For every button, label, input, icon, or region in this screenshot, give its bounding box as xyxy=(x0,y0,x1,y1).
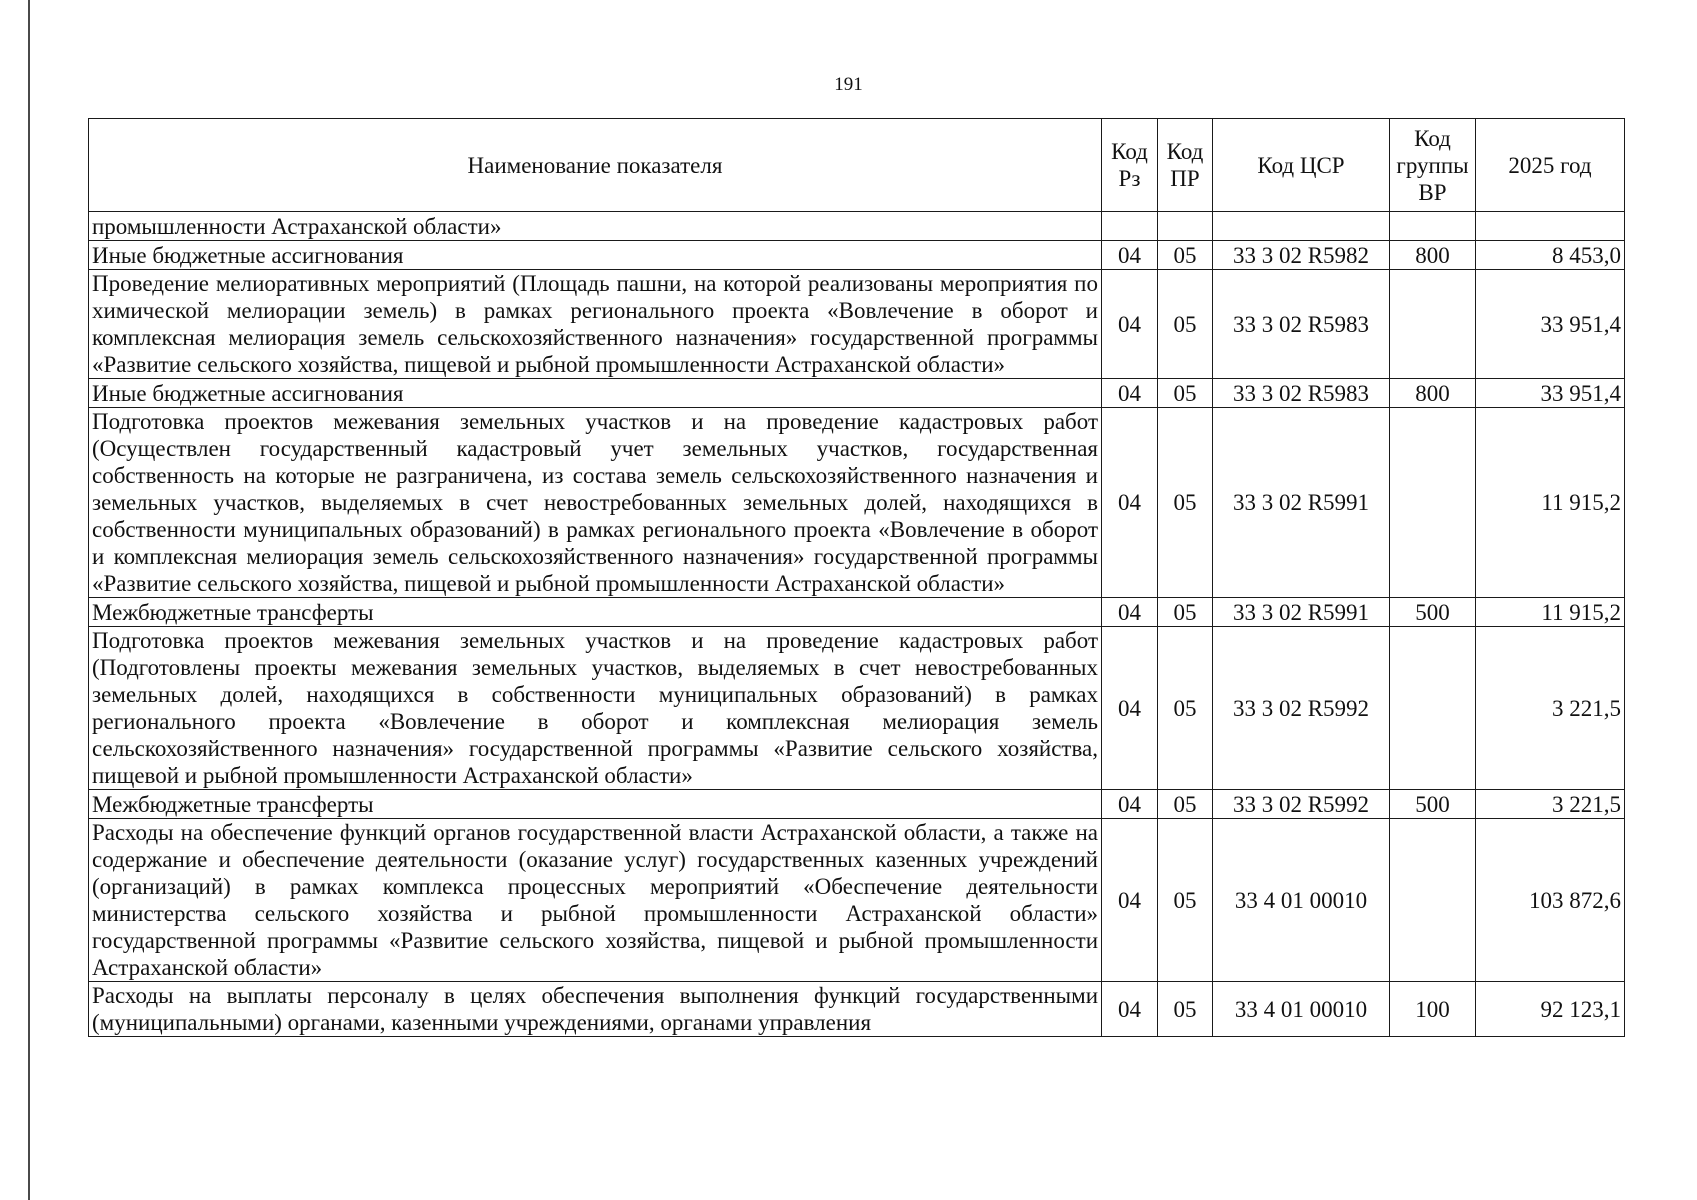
row-csr: 33 3 02 R5991 xyxy=(1213,598,1390,627)
row-amount: 33 951,4 xyxy=(1476,379,1625,408)
row-amount: 3 221,5 xyxy=(1476,790,1625,819)
header-rz: Код Рз xyxy=(1102,119,1158,212)
row-csr: 33 3 02 R5982 xyxy=(1213,241,1390,270)
row-rz: 04 xyxy=(1102,408,1158,598)
row-pr: 05 xyxy=(1158,982,1213,1037)
scan-edge-line xyxy=(28,0,30,1200)
row-rz: 04 xyxy=(1102,819,1158,982)
row-amount: 11 915,2 xyxy=(1476,408,1625,598)
row-name: промышленности Астраханской области» xyxy=(89,212,1102,241)
row-rz: 04 xyxy=(1102,790,1158,819)
row-amount xyxy=(1476,212,1625,241)
table-row xyxy=(89,627,1625,790)
row-csr: 33 3 02 R5992 xyxy=(1213,790,1390,819)
row-rz: 04 xyxy=(1102,379,1158,408)
row-pr: 05 xyxy=(1158,241,1213,270)
header-vr: Код группы ВР xyxy=(1390,119,1476,212)
row-vr xyxy=(1390,627,1476,790)
row-name: Расходы на обеспечение функций органов государственной власти Астраханской области, а также на содержание и обеспечение деятельности (оказание услуг) государственных казенных учреждений (организаций) в рамках комплекса процессных мероприятий «Обеспечение деятельности министерства сельского хозяйства и рыбной промышленности Астраханской области» государственной программы «Развитие сельского хозяйства, пищевой и рыбной промышленности Астраханской области» xyxy=(89,819,1102,982)
page-number: 191 xyxy=(834,74,863,95)
row-vr: 500 xyxy=(1390,790,1476,819)
row-amount: 3 221,5 xyxy=(1476,627,1625,790)
row-name: Иные бюджетные ассигнования xyxy=(89,379,1102,408)
table-row xyxy=(89,241,1625,270)
row-rz: 04 xyxy=(1102,598,1158,627)
row-name: Иные бюджетные ассигнования xyxy=(89,241,1102,270)
row-vr: 500 xyxy=(1390,598,1476,627)
row-csr: 33 4 01 00010 xyxy=(1213,819,1390,982)
table-row xyxy=(89,408,1625,598)
row-rz: 04 xyxy=(1102,270,1158,379)
row-pr: 05 xyxy=(1158,270,1213,379)
header-name: Наименование показателя xyxy=(89,119,1102,212)
row-pr: 05 xyxy=(1158,408,1213,598)
row-pr: 05 xyxy=(1158,598,1213,627)
row-rz: 04 xyxy=(1102,241,1158,270)
row-pr: 05 xyxy=(1158,379,1213,408)
row-csr xyxy=(1213,212,1390,241)
row-name: Проведение мелиоративных мероприятий (Площадь пашни, на которой реализованы мероприятия по химической мелиорации земель) в рамках регионального проекта «Вовлечение в оборот и комплексная мелиорация земель сельскохозяйственного назначения» государственной программы «Развитие сельского хозяйства, пищевой и рыбной промышленности Астраханской области» xyxy=(89,270,1102,379)
row-amount: 11 915,2 xyxy=(1476,598,1625,627)
header-year: 2025 год xyxy=(1476,119,1625,212)
table-row xyxy=(89,790,1625,819)
row-pr: 05 xyxy=(1158,819,1213,982)
row-vr: 800 xyxy=(1390,379,1476,408)
row-vr: 100 xyxy=(1390,982,1476,1037)
table-row xyxy=(89,598,1625,627)
table-row xyxy=(89,819,1625,982)
header-csr: Код ЦСР xyxy=(1213,119,1390,212)
row-csr: 33 3 02 R5992 xyxy=(1213,627,1390,790)
row-csr: 33 3 02 R5983 xyxy=(1213,379,1390,408)
row-vr xyxy=(1390,408,1476,598)
row-amount: 92 123,1 xyxy=(1476,982,1625,1037)
row-amount: 8 453,0 xyxy=(1476,241,1625,270)
row-pr xyxy=(1158,212,1213,241)
row-rz xyxy=(1102,212,1158,241)
row-vr xyxy=(1390,212,1476,241)
row-csr: 33 3 02 R5983 xyxy=(1213,270,1390,379)
row-vr: 800 xyxy=(1390,241,1476,270)
row-vr xyxy=(1390,270,1476,379)
header-pr: Код ПР xyxy=(1158,119,1213,212)
row-name: Межбюджетные трансферты xyxy=(89,598,1102,627)
row-pr: 05 xyxy=(1158,790,1213,819)
row-amount: 33 951,4 xyxy=(1476,270,1625,379)
row-rz: 04 xyxy=(1102,627,1158,790)
row-csr: 33 3 02 R5991 xyxy=(1213,408,1390,598)
row-name: Подготовка проектов межевания земельных участков и на проведение кадастровых работ (Подготовлены проекты межевания земельных участков, выделяемых в счет невостребованных земельных долей, находящихся в собственности муниципальных образований) в рамках регионального проекта «Вовлечение в оборот и комплексная мелиорация земель сельскохозяйственного назначения» государственной программы «Развитие сельского хозяйства, пищевой и рыбной промышленности Астраханской области» xyxy=(89,627,1102,790)
table-row xyxy=(89,379,1625,408)
table-header-row xyxy=(89,119,1625,212)
row-vr xyxy=(1390,819,1476,982)
table-row xyxy=(89,270,1625,379)
table-row xyxy=(89,982,1625,1037)
row-rz: 04 xyxy=(1102,982,1158,1037)
row-pr: 05 xyxy=(1158,627,1213,790)
row-amount: 103 872,6 xyxy=(1476,819,1625,982)
row-name: Расходы на выплаты персоналу в целях обеспечения выполнения функций государственными (муниципальными) органами, казенными учреждениями, органами управления xyxy=(89,982,1102,1037)
row-name: Подготовка проектов межевания земельных участков и на проведение кадастровых работ (Осуществлен государственный кадастровый учет земельных участков, государственная собственность на которые не разграничена, из состава земель сельскохозяйственного назначения и земельных участков, выделяемых в счет невостребованных земельных долей, находящихся в собственности муниципальных образований) в рамках регионального проекта «Вовлечение в оборот и комплексная мелиорация земель сельскохозяйственного назначения» государственной программы «Развитие сельского хозяйства, пищевой и рыбной промышленности Астраханской области» xyxy=(89,408,1102,598)
budget-table xyxy=(88,118,1625,1037)
row-name: Межбюджетные трансферты xyxy=(89,790,1102,819)
table-row xyxy=(89,212,1625,241)
row-csr: 33 4 01 00010 xyxy=(1213,982,1390,1037)
